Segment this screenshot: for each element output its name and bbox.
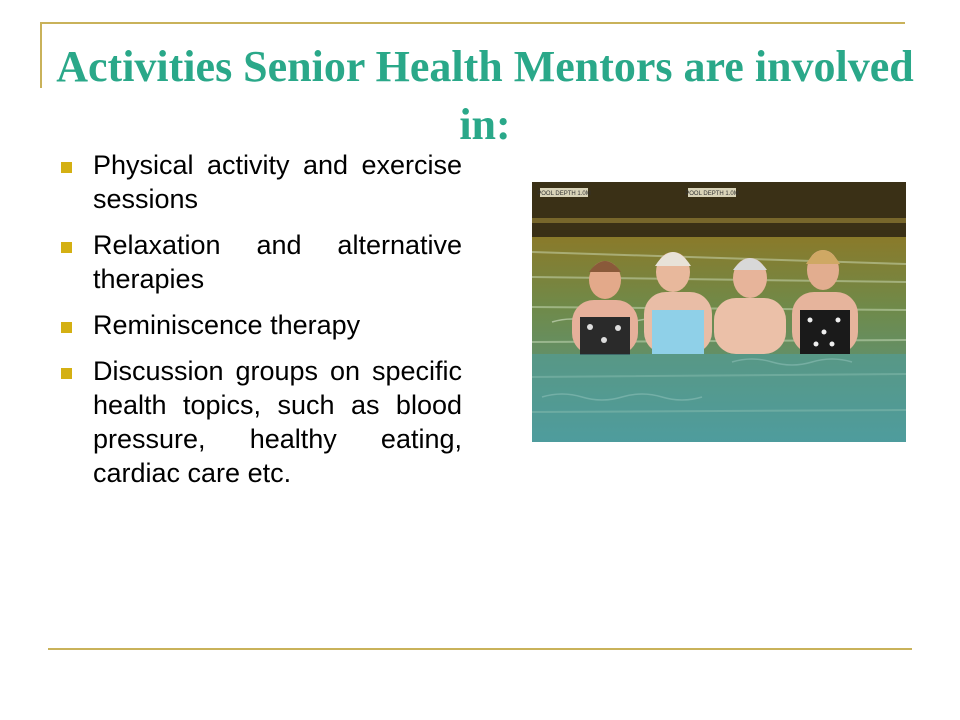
square-bullet-icon xyxy=(61,368,72,379)
swimming-pool-photo xyxy=(532,182,906,442)
pool-depth-sign-left: POOL DEPTH 1.0M xyxy=(537,191,591,197)
bullet-text: Reminiscence therapy xyxy=(93,310,361,340)
square-bullet-icon xyxy=(61,322,72,333)
bullet-text: Discussion groups on specific health topics, such as blood pressure, healthy eating, cardiac care etc. xyxy=(93,356,462,488)
bullet-text: Relaxation and alternative therapies xyxy=(93,230,462,294)
square-bullet-icon xyxy=(61,162,72,173)
list-item xyxy=(58,354,462,490)
list-item xyxy=(58,148,462,216)
square-bullet-icon xyxy=(61,242,72,253)
pool-depth-sign-right: POOL DEPTH 1.0M xyxy=(685,191,739,197)
frame-top-line xyxy=(40,22,905,24)
bullet-list xyxy=(58,148,462,502)
bullet-text: Physical activity and exercise sessions xyxy=(93,150,462,214)
slide-title: Activities Senior Health Mentors are involved in: xyxy=(56,42,914,149)
frame-bottom-line xyxy=(48,648,912,650)
list-item xyxy=(58,228,462,296)
frame-left-line xyxy=(40,22,42,88)
list-item xyxy=(58,308,462,342)
